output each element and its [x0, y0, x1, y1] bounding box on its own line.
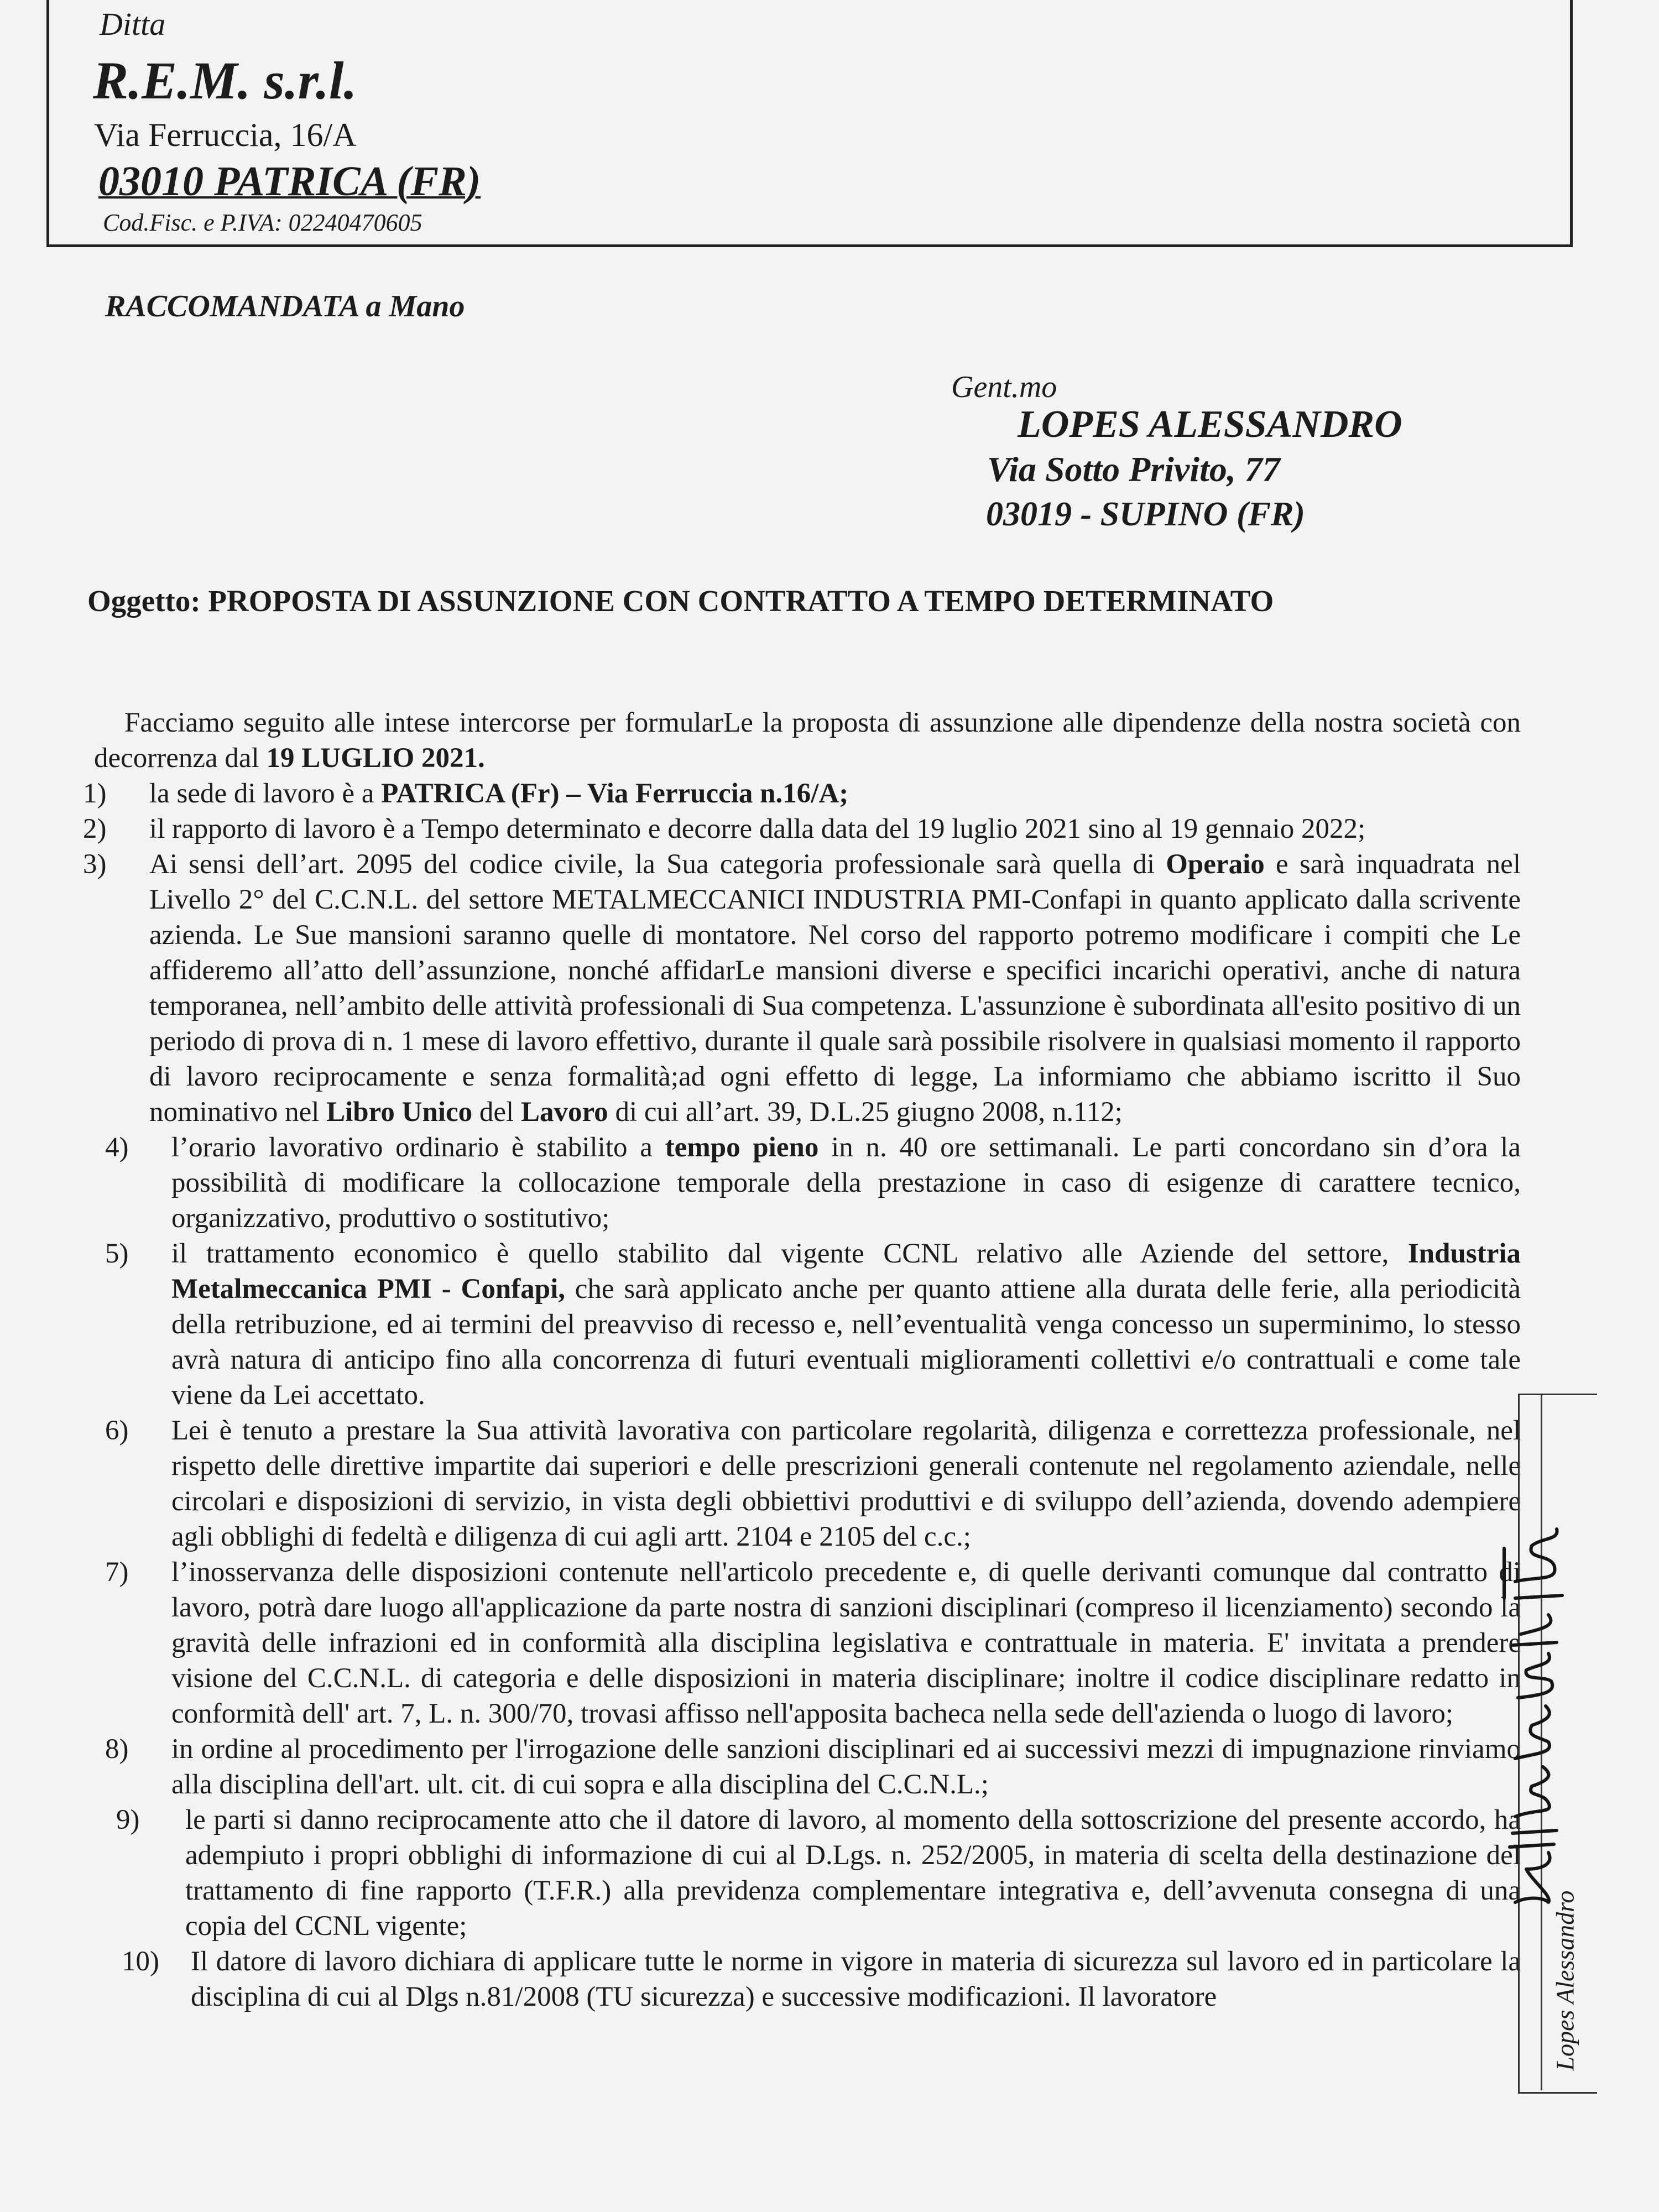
job-category: Operaio [1166, 849, 1265, 880]
list-item-5 [94, 1236, 1521, 1413]
intro-text: Facciamo seguito alle intese intercorse per formularLe la proposta di assunzione alle dipendenze della nostra società con decorrenza dal [94, 707, 1521, 774]
item-text: il rapporto di lavoro è a Tempo determinato e decorre dalla data del 19 luglio 2021 sino al 19 gennaio 2022; [149, 813, 1366, 844]
sector-name: Industria Metalmeccanica PMI - Confapi, [171, 1238, 1521, 1305]
recipient-city: 03019 - SUPINO (FR) [986, 495, 1305, 533]
signer-printed-name: Lopes Alessandro [1551, 1890, 1579, 2071]
item-text: la sede di lavoro è a [149, 778, 382, 809]
list-item-1 [83, 776, 1521, 811]
item-number: 9) [116, 1804, 140, 1835]
item-number: 10) [122, 1946, 159, 1977]
company-name: R.E.M. s.r.l. [93, 51, 357, 110]
item-text: in n. 40 ore settimanali. Le parti concordano sin d’ora la possibilità di modificare la collocazione temporale della prestazione in caso di esigenze di carattere tecnico, organizzativo, produttivo o sostitutivo; [171, 1132, 1521, 1234]
item-text: Lei è tenuto a prestare la Sua attività lavorativa con particolare regolarità, diligenza e correttezza professionale, nel rispetto delle direttive impartite dai superiori e delle prescrizioni generali contenute nel regolamento aziendale, nelle circolari e disposizioni di servizio, in vista degli obbiettivi produttivi e di sviluppo dell’azienda, dovendo adempiere agli obblighi di fedeltà e diligenza di cui agli artt. 2104 e 2105 del c.c.; [171, 1415, 1521, 1552]
item-number: 5) [105, 1238, 129, 1269]
item-number: 6) [105, 1415, 129, 1446]
company-city: 03010 PATRICA (FR) [98, 158, 481, 205]
item-number: 7) [105, 1557, 129, 1588]
item-text: Il datore di lavoro dichiara di applicare tutte le norme in vigore in materia di sicurezza sul lavoro ed in particolare la disciplina di cui al Dlgs n.81/2008 (TU sicurezza) e successive modificazioni. Il lavoratore [191, 1946, 1521, 2012]
intro-paragraph [94, 705, 1521, 776]
list-item-10 [94, 1944, 1521, 2015]
item-text: di cui all’art. 39, D.L.25 giugno 2008, n.112; [608, 1097, 1123, 1128]
recipient-street: Via Sotto Privito, 77 [987, 450, 1280, 489]
item-text: in ordine al procedimento per l'irrogazione delle sanzioni disciplinari ed ai successivi mezzi di impugnazione rinviamo alla disciplina dell'art. ult. cit. di cui sopra e alla disciplina del C.C.N.L.; [171, 1734, 1521, 1800]
item-text: che sarà applicato anche per quanto attiene alla durata delle ferie, alla periodicità della retribuzione, ed ai termini del preavviso di recesso e, nell’eventualità venga concesso un superminimo, lo stesso avrà natura di anticipo fino alla concorrenza di futuri eventuali miglioramenti collettivi e/o contrattuali e come tale viene da Lei accettato. [171, 1274, 1521, 1411]
company-fiscal-code: Cod.Fisc. e P.IVA: 02240470605 [103, 209, 422, 236]
item-number: 3) [83, 849, 107, 880]
list-item-6 [94, 1413, 1521, 1554]
list-item-7 [94, 1554, 1521, 1731]
book-name: Libro Unico [326, 1097, 473, 1128]
recipient-name: LOPES ALESSANDRO [1018, 403, 1402, 446]
list-item-4 [94, 1130, 1521, 1236]
list-item-9 [94, 1802, 1521, 1944]
item-number: 1) [83, 778, 107, 809]
work-schedule: tempo pieno [665, 1132, 819, 1163]
book-name-2: Lavoro [520, 1097, 608, 1128]
list-item-3 [83, 847, 1521, 1130]
item-text: Ai sensi dell’art. 2095 del codice civile, la Sua categoria professionale sarà quella di [149, 849, 1166, 880]
item-text: del [472, 1097, 521, 1128]
start-date: 19 LUGLIO 2021. [266, 743, 485, 774]
item-text: il trattamento economico è quello stabilito dal vigente CCNL relativo alle Aziende del settore, [171, 1238, 1408, 1269]
item-number: 4) [105, 1132, 129, 1163]
letterhead-prefix: Ditta [100, 6, 166, 42]
workplace-address: PATRICA (Fr) – Via Ferruccia n.16/A; [381, 778, 849, 809]
letter-body [83, 705, 1521, 2015]
recipient-salutation: Gent.mo [951, 370, 1057, 404]
delivery-method: RACCOMANDATA a Mano [105, 289, 465, 324]
item-text: e sarà inquadrata nel Livello 2° del C.C.N.L. del settore METALMECCANICI INDUSTRIA PMI-Confapi in quanto applicato dalla scrivente azienda. Le Sue mansioni saranno quelle di montatore. Nel corso del rapporto potremo modificare i compiti che Le affideremo all’atto dell’assunzione, nonché affidarLe mansioni diverse e specifici incarichi operativi, anche di natura temporanea, nell’ambito delle attività professionali di Sua competenza. L'assunzione è subordinata all'esito positivo di un periodo di prova di n. 1 mese di lavoro effettivo, durante il quale sarà possibile risolvere in qualsiasi momento il rapporto di lavoro reciprocamente e senza formalità;ad ogni effetto di legge, La informiamo che abbiamo iscritto il Suo nominativo nel [149, 849, 1521, 1128]
item-number: 2) [83, 813, 107, 844]
item-number: 8) [105, 1734, 129, 1765]
subject-line [87, 583, 1274, 618]
subject-text: PROPOSTA DI ASSUNZIONE CON CONTRATTO A TEMPO DETERMINATO [208, 584, 1274, 618]
item-text: l’inosservanza delle disposizioni contenute nell'articolo precedente e, di quelle derivanti comunque dal contratto di lavoro, potrà dare luogo all'applicazione da parte nostra di sanzioni disciplinari (compreso il licenziamento) secondo la gravità delle infrazioni ed in conformità alla disciplina legislativa e contrattuale in materia. E' invitata a prendere visione del C.C.N.L. di categoria e delle disposizioni in materia disciplinare; inoltre il codice disciplinare redatto in conformità dell' art. 7, L. n. 300/70, trovasi affisso nell'apposita bacheca nella sede dell'azienda o luogo di lavoro; [171, 1557, 1521, 1729]
item-text: le parti si danno reciprocamente atto che il datore di lavoro, al momento della sottoscrizione del presente accordo, ha adempiuto i propri obblighi di informazione di cui al D.Lgs. n. 252/2005, in materia di scelta della destinazione del trattamento di fine rapporto (T.F.R.) alla previdenza complementare integrativa e, dell’avvenuta consegna di una copia del CCNL vigente; [185, 1804, 1521, 1942]
item-text: l’orario lavorativo ordinario è stabilito a [171, 1132, 665, 1163]
list-item-8 [94, 1731, 1521, 1802]
list-item-2 [83, 811, 1521, 847]
company-street: Via Ferruccia, 16/A [94, 117, 357, 153]
subject-label: Oggetto: [87, 584, 201, 618]
handwritten-signature [1493, 1515, 1582, 1913]
